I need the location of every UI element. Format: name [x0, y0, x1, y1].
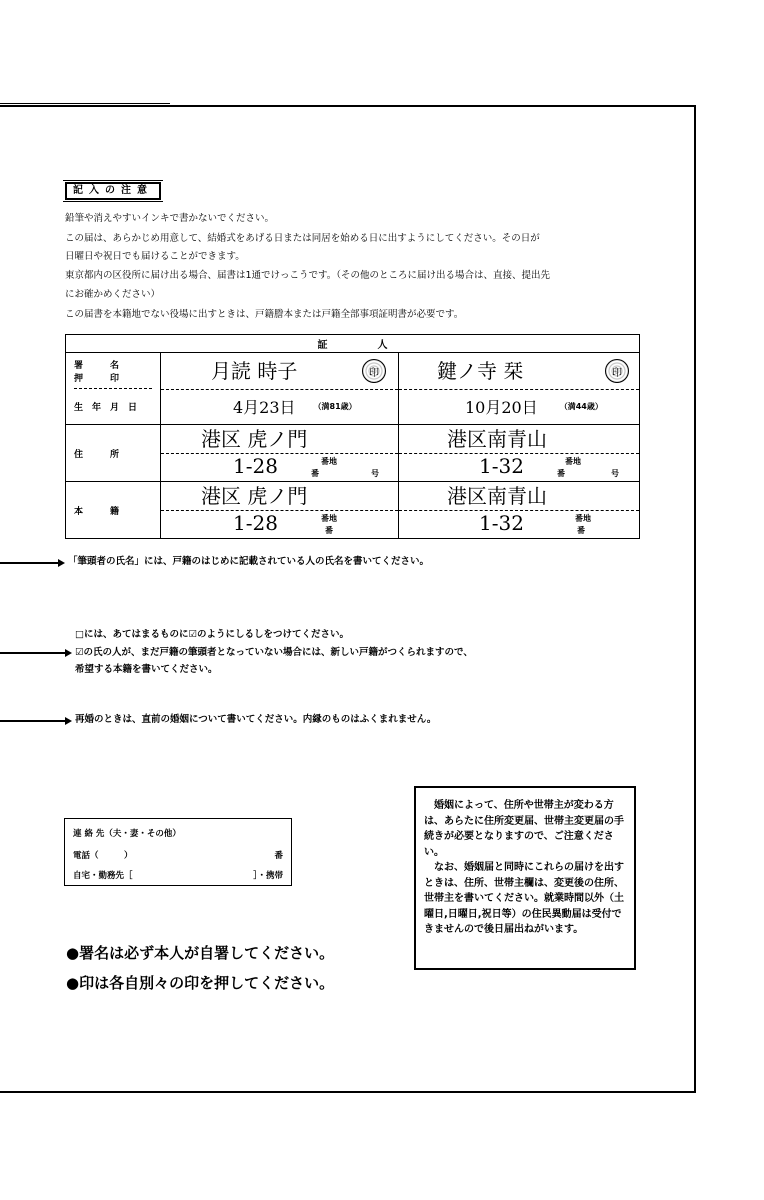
note-line: 鉛筆や消えやすいインキで書かないでください。	[65, 213, 275, 224]
info-box	[414, 786, 636, 970]
banchi-label: 番地	[575, 514, 591, 523]
rule-seal: ●印は各自別々の印を押してください。	[66, 974, 335, 992]
guide-checkbox: □には、あてはまるものに☑のようにしるしをつけてください。	[75, 629, 349, 640]
witness-table	[65, 334, 640, 539]
witness-1-age: （満81歳）	[313, 402, 357, 411]
seal-icon: 印	[362, 359, 386, 383]
label-cell	[66, 482, 161, 539]
witness-2-address-cell	[399, 425, 640, 482]
witness-1-birth[interactable]: 4月23日	[233, 398, 296, 417]
info-para-2: なお、婚姻届と同時にこれらの届けを出すときは、住所、世帯主欄は、変更後の住所、世帯主を書いてください。就業時間以外（土曜日,日曜日,祝日等）の住民異動届は受付できませんので後日届出ねがいます。	[424, 862, 624, 935]
witness-1-name[interactable]: 月読 時子	[211, 359, 298, 383]
contact-title: 連 絡 先（夫・妻・その他）	[73, 829, 181, 839]
guide-head-of-family: 「筆頭者の氏名」には、戸籍のはじめに記載されている人の氏名を書いてください。	[68, 556, 430, 567]
witness-1-domicile-number[interactable]: 1-28	[233, 511, 278, 535]
label-cell	[66, 353, 161, 425]
note-line: この届書を本籍地でない役場に出すときは、戸籍謄本または戸籍全部事項証明書が必要です。	[65, 309, 464, 320]
arrow-icon	[58, 559, 65, 567]
contact-box	[64, 818, 292, 886]
domicile-label: 本 籍	[74, 506, 120, 517]
witness-1-cell	[161, 353, 399, 425]
ban-label: 番	[325, 526, 333, 535]
top-left-rule	[0, 103, 170, 104]
contact-phone-label: 電話（ ）	[73, 851, 133, 861]
notes-heading: 記入の注意	[65, 182, 161, 200]
witness-2-domicile-cell	[399, 482, 640, 539]
witness-2-address-number[interactable]: 1-32	[479, 454, 524, 478]
witness-2-cell	[399, 353, 640, 425]
guide-remarriage: 再婚のときは、直前の婚姻について書いてください。内縁のものはふくまれません。	[75, 714, 437, 725]
guide-new-registry: ☑の氏の人が、まだ戸籍の筆頭者となっていない場合には、新しい戸籍がつくられますので、	[75, 647, 473, 658]
witness-1-domicile-cell	[161, 482, 399, 539]
witness-1-address-cell	[161, 425, 399, 482]
note-line: にお確かめください）	[65, 289, 161, 300]
seal-icon: 印	[605, 359, 629, 383]
witness-2-domicile[interactable]: 港区南青山	[447, 484, 547, 508]
witness-1-address-number[interactable]: 1-28	[233, 454, 278, 478]
witness-2-domicile-number[interactable]: 1-32	[479, 511, 524, 535]
ban-label: 番	[311, 469, 319, 478]
banchi-label: 番地	[321, 457, 337, 466]
ban-label: 番	[557, 469, 565, 478]
witness-2-age: （満44歳）	[559, 402, 603, 411]
rule-signature: ●署名は必ず本人が自署してください。	[66, 944, 335, 962]
contact-phone-suffix: 番	[274, 851, 283, 861]
birth-label: 生 年 月 日	[74, 403, 138, 413]
arrow-icon	[65, 717, 72, 725]
banchi-label: 番地	[565, 457, 581, 466]
arrow-line	[0, 562, 60, 564]
arrow-line	[0, 720, 67, 722]
witness-2-address[interactable]: 港区南青山	[447, 427, 547, 451]
witness-2-birth[interactable]: 10月20日	[465, 398, 538, 417]
witness-title: 証 人	[66, 335, 640, 353]
gou-label: 号	[371, 469, 379, 478]
arrow-icon	[65, 649, 72, 657]
note-line: 日曜日や祝日でも届けることができます。	[65, 251, 245, 262]
signature-label: 署 名	[74, 360, 120, 371]
witness-2-name[interactable]: 鍵ノ寺 栞	[437, 359, 524, 383]
gou-label: 号	[611, 469, 619, 478]
guide-new-registry-cont: 希望する本籍を書いてください。	[75, 664, 218, 675]
contact-place-label: 自宅・勤務先［	[73, 871, 133, 881]
contact-place-suffix: ］・携帯	[253, 871, 283, 881]
label-cell	[66, 425, 161, 482]
witness-1-address[interactable]: 港区 虎ノ門	[201, 427, 308, 451]
note-line: この届は、あらかじめ用意して、結婚式をあげる日または同居を始める日に出すようにしてください。その日が	[65, 233, 540, 244]
banchi-label: 番地	[321, 514, 337, 523]
witness-1-domicile[interactable]: 港区 虎ノ門	[201, 484, 308, 508]
note-line: 東京都内の区役所に届け出る場合、届書は1通でけっこうです。（その他のところに届け出る場合は、直接、提出先	[65, 270, 551, 281]
arrow-line	[0, 652, 67, 654]
info-para-1: 婚姻によって、住所や世帯主が変わる方は、あらたに住所変更届、世帯主変更届の手続きが必要となりますので、ご注意ください。	[424, 800, 624, 858]
seal-label: 押 印	[74, 373, 120, 384]
ban-label: 番	[577, 526, 585, 535]
address-label: 住 所	[74, 449, 120, 460]
